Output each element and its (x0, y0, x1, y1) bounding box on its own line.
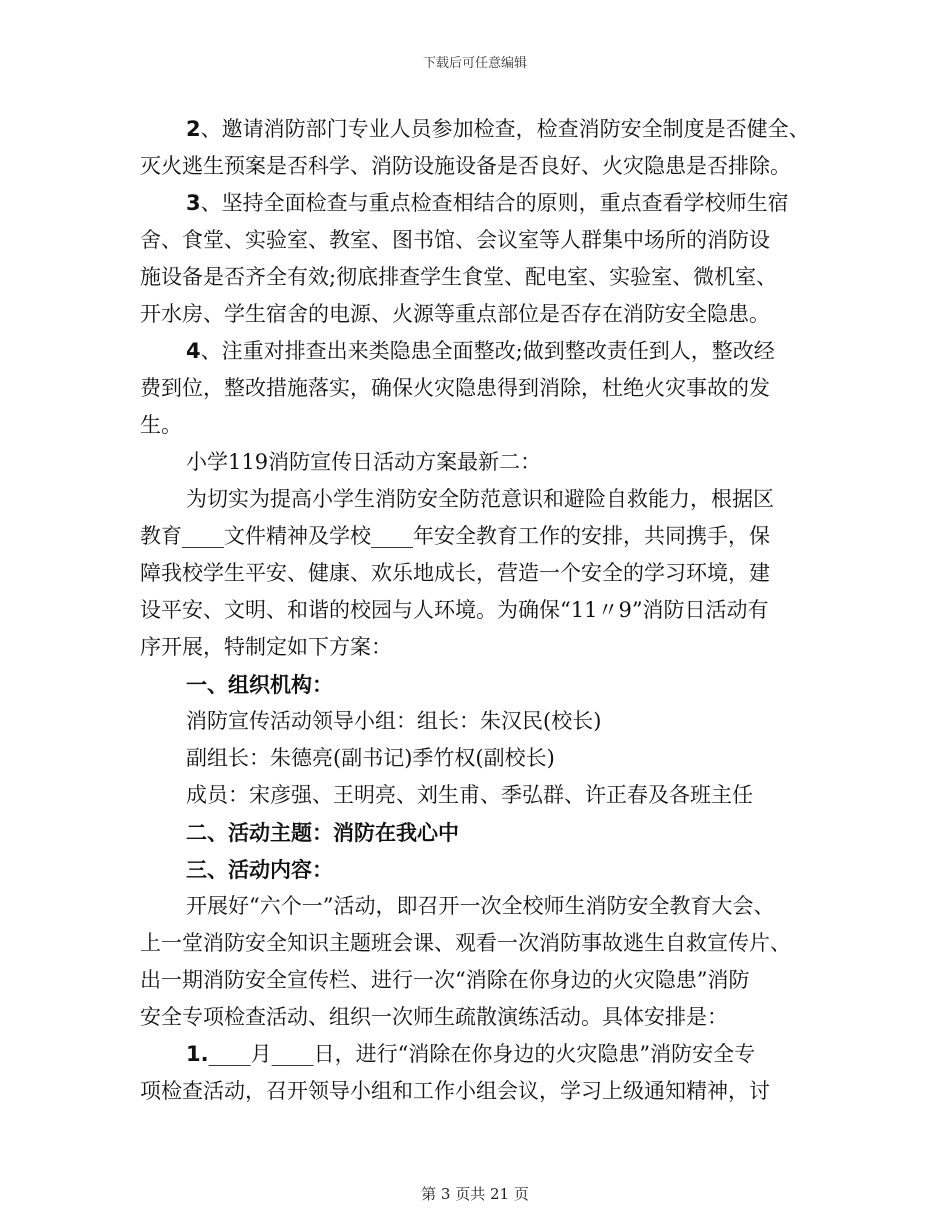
text-line (140, 555, 830, 592)
text-line (140, 851, 830, 888)
text-line (140, 296, 830, 333)
text-line (140, 666, 830, 703)
text-line (140, 333, 830, 370)
text-line (140, 962, 830, 999)
line-text: 、坚持全面检查与重点检查相结合的原则，重点查看学校师生宿 (200, 191, 789, 215)
line-text: 施设备是否齐全有效;彻底排查学生食堂、配电室、实验室、微机室、 (140, 265, 778, 289)
text-line (140, 444, 830, 481)
text-line (140, 1073, 830, 1110)
line-text: ____月____日，进行“消除在你身边的火灾隐患”消防安全专 (208, 1042, 756, 1066)
text-line (140, 629, 830, 666)
line-text: 生。 (140, 413, 182, 437)
text-line (140, 740, 830, 777)
list-number: 3 (186, 191, 201, 215)
text-line (140, 999, 830, 1036)
text-line (140, 185, 830, 222)
line-text: 小学119消防宣传日活动方案最新二： (186, 450, 542, 474)
text-line (140, 592, 830, 629)
page-footer: 第 3 页共 21 页 (421, 1185, 529, 1203)
line-text: 障我校学生平安、健康、欢乐地成长，营造一个安全的学习环境，建 (140, 561, 770, 585)
line-text: 灭火逃生预案是否科学、消防设施设备是否良好、火灾隐患是否排除。 (140, 154, 791, 178)
text-line (140, 370, 830, 407)
text-line (140, 814, 830, 851)
line-text: 副组长：朱德亮(副书记)季竹权(副校长) (186, 746, 555, 770)
line-text: 上一堂消防安全知识主题班会课、观看一次消防事故逃生自救宣传片、 (140, 931, 791, 955)
text-line (140, 925, 830, 962)
line-text: 教育____文件精神及学校____年安全教育工作的安排，共同携手，保 (140, 524, 770, 548)
line-text: 一、组织机构： (186, 672, 333, 697)
line-text: 序开展，特制定如下方案： (140, 635, 392, 659)
line-text: 、邀请消防部门专业人员参加检查，检查消防安全制度是否健全、 (200, 117, 810, 141)
text-line (140, 888, 830, 925)
line-text: 消防宣传活动领导小组：组长：朱汉民(校长) (186, 709, 602, 733)
line-text: 三、活动内容： (186, 857, 333, 882)
list-number: 2 (186, 117, 201, 141)
list-number: 1. (186, 1042, 209, 1066)
line-text: 、注重对排查出来类隐患全面整改;做到整改责任到人，整改经 (200, 339, 775, 363)
text-line (140, 777, 830, 814)
line-text: 项检查活动，召开领导小组和工作小组会议，学习上级通知精神，讨 (140, 1079, 770, 1103)
line-text: 二、活动主题：消防在我心中 (186, 820, 459, 845)
text-line (140, 481, 830, 518)
page-header: 下载后可任意编辑 (422, 56, 527, 71)
line-text: 舍、食堂、实验室、教室、图书馆、会议室等人群集中场所的消防设 (140, 228, 770, 252)
document-body (140, 111, 830, 1110)
text-line (140, 1036, 830, 1073)
line-text: 安全专项检查活动、组织一次师生疏散演练活动。具体安排是： (140, 1005, 728, 1029)
text-line (140, 518, 830, 555)
line-text: 开水房、学生宿舍的电源、火源等重点部位是否存在消防安全隐患。 (140, 302, 770, 326)
text-line (140, 259, 830, 296)
line-text: 出一期消防安全宣传栏、进行一次“消除在你身边的火灾隐患”消防 (140, 968, 750, 992)
line-text: 成员：宋彦强、王明亮、刘生甫、季弘群、许正春及各班主任 (186, 783, 753, 807)
line-text: 费到位，整改措施落实，确保火灾隐患得到消除，杜绝火灾事故的发 (140, 376, 770, 400)
list-number: 4 (186, 339, 201, 363)
text-line (140, 222, 830, 259)
line-text: 为切实为提高小学生消防安全防范意识和避险自救能力，根据区 (186, 487, 774, 511)
line-text: 设平安、文明、和谐的校园与人环境。为确保“11〃9”消防日活动有 (140, 598, 769, 622)
text-line (140, 703, 830, 740)
text-line (140, 111, 830, 148)
text-line (140, 148, 830, 185)
text-line (140, 407, 830, 444)
line-text: 开展好“六个一”活动，即召开一次全校师生消防安全教育大会、 (186, 894, 775, 918)
